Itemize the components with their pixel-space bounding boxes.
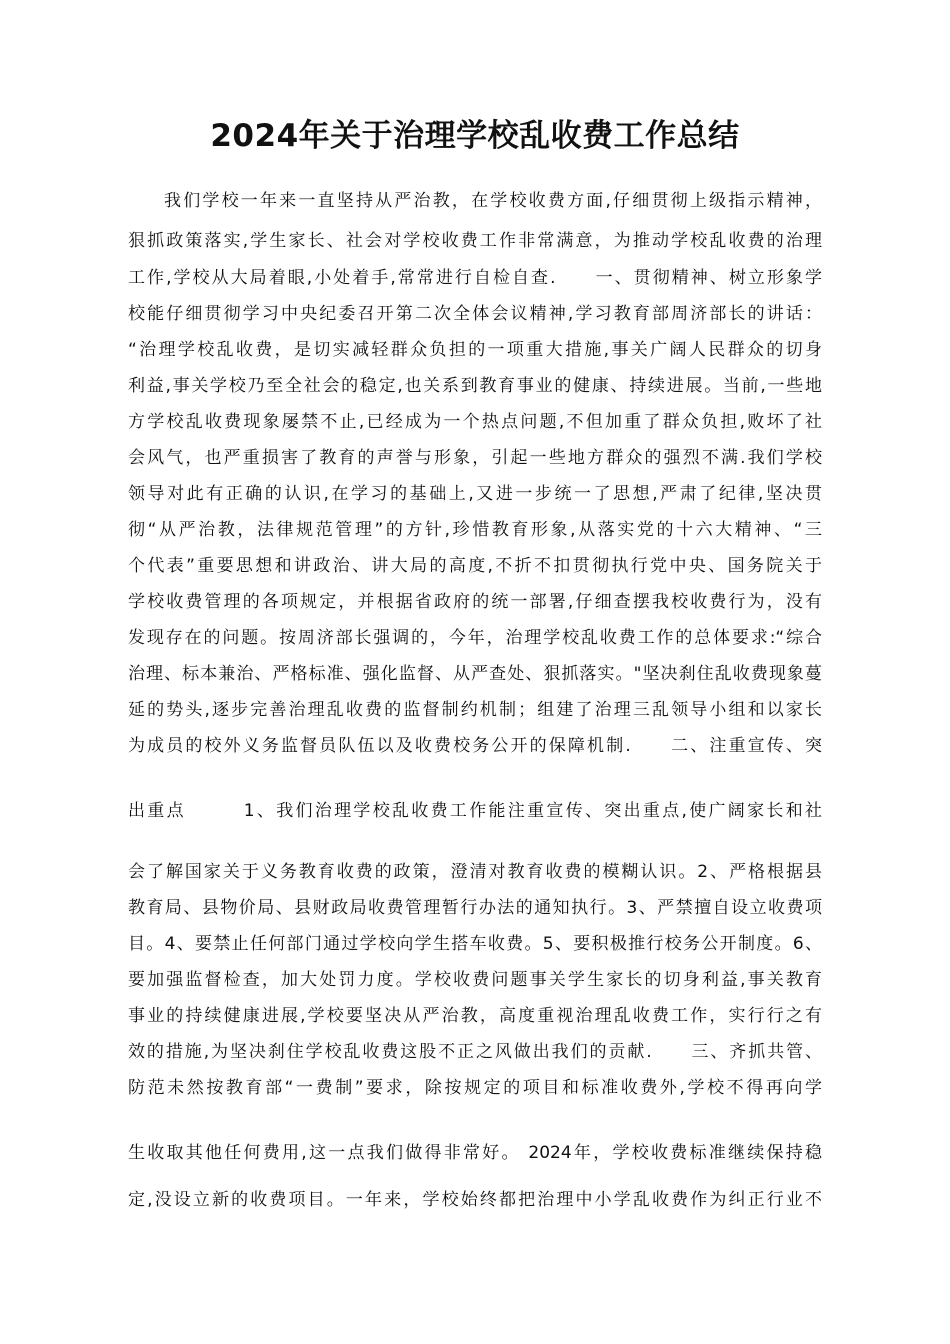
body-line: 防范未然按教育部“一费制”要求，除按规定的项目和标准收费外,学校不得再向学 (128, 1078, 822, 1098)
body-line: 领导对此有正确的认识,在学习的基础上,又进一步统一了思想,严肃了纪律,坚决贯 (128, 484, 822, 504)
body-line: “治理学校乱收费，是切实减轻群众负担的一项重大措施,事关广阔人民群众的切身 (128, 340, 822, 360)
body-line: 彻“从严治教，法律规范管理”的方针,珍惜教育形象,从落实党的十六大精神、“三 (128, 520, 822, 540)
body-line: 目。4、要禁止任何部门通过学校向学生搭车收费。5、要积极推行校务公开制度。6、 (128, 934, 822, 954)
body-line: 我们学校一年来一直坚持从严治教，在学校收费方面,仔细贯彻上级指示精神， (164, 191, 822, 211)
body-line: 校能仔细贯彻学习中央纪委召开第二次全体会议精神,学习教育部周济部长的讲话： (128, 304, 822, 324)
body-line: 会风气，也严重损害了教育的声誉与形象，引起一些地方群众的强烈不满.我们学校 (128, 448, 822, 468)
body-line: 生收取其他任何费用,这一点我们做得非常好。 2024年，学校收费标准继续保持稳 (128, 1143, 822, 1163)
document-title: 2024年关于治理学校乱收费工作总结 (210, 118, 740, 154)
body-line: 发现存在的问题。按周济部长强调的，今年，治理学校乱收费工作的总体要求:“综合 (128, 628, 822, 648)
body-line: 个代表”重要思想和讲政治、讲大局的高度,不折不扣贯彻执行党中央、国务院关于 (128, 556, 822, 576)
body-line: 延的势头,逐步完善治理乱收费的监督制约机制；组建了治理三乱领导小组和以家长 (128, 700, 822, 720)
body-line: 效的措施,为坚决刹住学校乱收费这股不正之风做出我们的贡献. 三、齐抓共管、 (128, 1042, 822, 1062)
body-line: 出重点 1、我们治理学校乱收费工作能注重宣传、突出重点,使广阔家长和社 (128, 801, 822, 821)
body-line: 事业的持续健康进展,学校要坚决从严治教，高度重视治理乱收费工作，实行行之有 (128, 1006, 822, 1026)
body-line: 学校收费管理的各项规定，并根据省政府的统一部署,仔细查摆我校收费行为，没有 (128, 592, 822, 612)
body-line: 定,没设立新的收费项目。一年来，学校始终都把治理中小学乱收费作为纠正行业不 (128, 1190, 822, 1210)
body-line: 工作,学校从大局着眼,小处着手,常常进行自检自查. 一、贯彻精神、树立形象学 (128, 268, 822, 288)
body-line: 利益,事关学校乃至全社会的稳定,也关系到教育事业的健康、持续进展。当前,一些地 (128, 376, 822, 396)
body-line: 治理、标本兼治、严格标准、强化监督、从严查处、狠抓落实。"坚决刹住乱收费现象蔓 (128, 664, 822, 684)
body-line: 方学校乱收费现象屡禁不止,已经成为一个热点问题,不但加重了群众负担,败坏了社 (128, 412, 822, 432)
body-line: 要加强监督检查，加大处罚力度。学校收费问题事关学生家长的切身利益,事关教育 (128, 970, 822, 990)
body-line: 会了解国家关于义务教育收费的政策，澄清对教育收费的模糊认识。2、严格根据县 (128, 862, 822, 882)
body-line: 狠抓政策落实,学生家长、社会对学校收费工作非常满意，为推动学校乱收费的治理 (128, 231, 822, 251)
body-line: 为成员的校外义务监督员队伍以及收费校务公开的保障机制. 二、注重宣传、突 (128, 736, 822, 756)
body-line: 教育局、县物价局、县财政局收费管理暂行办法的通知执行。3、严禁擅自设立收费项 (128, 898, 822, 918)
